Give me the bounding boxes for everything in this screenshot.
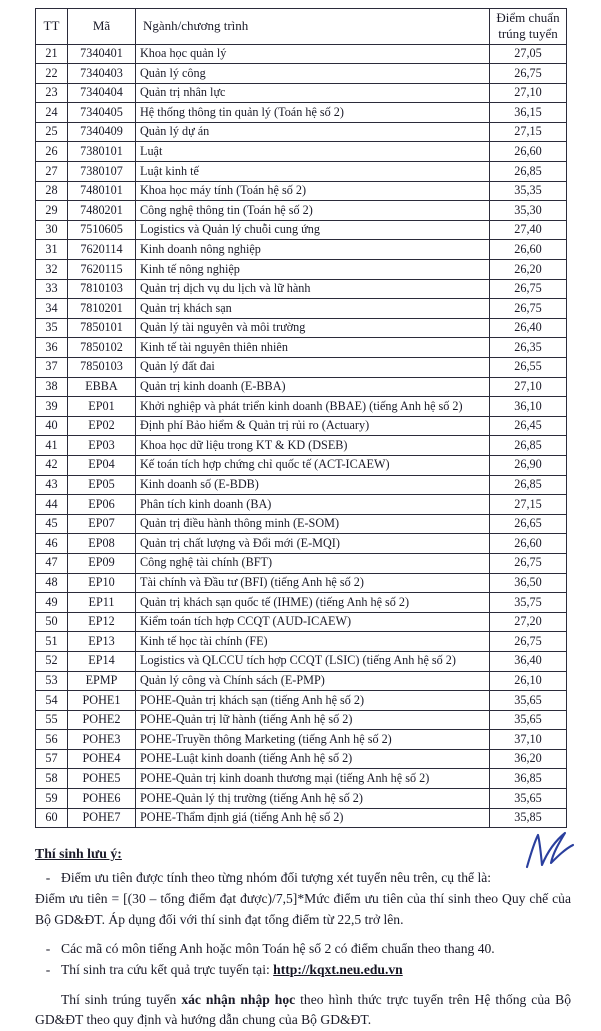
row-index: 44 bbox=[36, 495, 68, 515]
row-program: Kinh doanh số (E-BDB) bbox=[136, 475, 490, 495]
column-header-program: Ngành/chương trình bbox=[136, 9, 490, 45]
row-program: Luật kinh tế bbox=[136, 162, 490, 182]
row-program: POHE-Quản trị kinh doanh thương mại (tiếng Anh hệ số 2) bbox=[136, 769, 490, 789]
row-index: 30 bbox=[36, 220, 68, 240]
row-index: 58 bbox=[36, 769, 68, 789]
note-bullet-3-text: Thí sinh tra cứu kết quả trực tuyến tại: bbox=[61, 961, 274, 977]
notes-spacer-2 bbox=[35, 981, 571, 990]
admission-score-table bbox=[35, 8, 567, 828]
row-code: EP07 bbox=[68, 514, 136, 534]
table-row bbox=[36, 44, 567, 64]
row-program: POHE-Luật kinh doanh (tiếng Anh hệ số 2) bbox=[136, 749, 490, 769]
row-program: Kế toán tích hợp chứng chỉ quốc tế (ACT-ICAEW) bbox=[136, 455, 490, 475]
row-code: 7620114 bbox=[68, 240, 136, 260]
row-code: POHE5 bbox=[68, 769, 136, 789]
row-program: Quản trị điều hành thông minh (E-SOM) bbox=[136, 514, 490, 534]
row-code: POHE1 bbox=[68, 691, 136, 711]
notes-section bbox=[35, 844, 571, 1031]
row-program: Kinh tế tài nguyên thiên nhiên bbox=[136, 338, 490, 358]
row-code: 7850101 bbox=[68, 318, 136, 338]
row-score: 26,75 bbox=[490, 632, 567, 652]
row-index: 55 bbox=[36, 710, 68, 730]
column-header-index: TT bbox=[36, 9, 68, 45]
row-program: Khoa học dữ liệu trong KT & KD (DSEB) bbox=[136, 436, 490, 456]
row-program: Kiểm toán tích hợp CCQT (AUD-ICAEW) bbox=[136, 612, 490, 632]
row-index: 42 bbox=[36, 455, 68, 475]
table-row bbox=[36, 436, 567, 456]
note-bullet-3 bbox=[35, 960, 571, 981]
row-score: 35,75 bbox=[490, 593, 567, 613]
row-program: POHE-Quản trị lữ hành (tiếng Anh hệ số 2) bbox=[136, 710, 490, 730]
row-code: 7850103 bbox=[68, 358, 136, 378]
table-row bbox=[36, 397, 567, 417]
row-code: 7810103 bbox=[68, 279, 136, 299]
row-program: Quản trị khách sạn bbox=[136, 299, 490, 319]
table-row bbox=[36, 710, 567, 730]
row-score: 26,75 bbox=[490, 299, 567, 319]
table-row bbox=[36, 201, 567, 221]
closing-emphasis: xác nhận nhập học bbox=[181, 991, 296, 1007]
bullet-dash-3: - bbox=[45, 961, 51, 977]
row-score: 35,65 bbox=[490, 789, 567, 809]
row-index: 51 bbox=[36, 632, 68, 652]
row-index: 32 bbox=[36, 260, 68, 280]
row-score: 35,35 bbox=[490, 181, 567, 201]
row-score: 36,50 bbox=[490, 573, 567, 593]
table-row bbox=[36, 651, 567, 671]
note-bullet-1-text: Điểm ưu tiên được tính theo từng nhóm đối tượng xét tuyển nêu trên, cụ thể là: bbox=[61, 870, 492, 886]
table-row bbox=[36, 181, 567, 201]
table-row bbox=[36, 691, 567, 711]
row-code: EP06 bbox=[68, 495, 136, 515]
row-code: EPMP bbox=[68, 671, 136, 691]
notes-title: Thí sinh lưu ý: bbox=[35, 846, 122, 862]
row-score: 26,10 bbox=[490, 671, 567, 691]
note-bullet-2 bbox=[35, 939, 571, 960]
table-row bbox=[36, 749, 567, 769]
row-score: 27,15 bbox=[490, 122, 567, 142]
table-row bbox=[36, 455, 567, 475]
row-score: 26,65 bbox=[490, 514, 567, 534]
table-row bbox=[36, 730, 567, 750]
row-score: 26,75 bbox=[490, 279, 567, 299]
row-program: Quản trị chất lượng và Đổi mới (E-MQI) bbox=[136, 534, 490, 554]
row-index: 43 bbox=[36, 475, 68, 495]
row-code: EP08 bbox=[68, 534, 136, 554]
table-row bbox=[36, 260, 567, 280]
note-bullet-1 bbox=[35, 868, 571, 889]
row-index: 39 bbox=[36, 397, 68, 417]
row-index: 53 bbox=[36, 671, 68, 691]
row-program: Quản trị khách sạn quốc tế (IHME) (tiếng Anh hệ số 2) bbox=[136, 593, 490, 613]
row-index: 40 bbox=[36, 416, 68, 436]
row-score: 27,05 bbox=[490, 44, 567, 64]
table-row bbox=[36, 142, 567, 162]
table-row bbox=[36, 769, 567, 789]
row-score: 36,85 bbox=[490, 769, 567, 789]
row-score: 26,75 bbox=[490, 64, 567, 84]
row-program: Luật bbox=[136, 142, 490, 162]
row-code: 7340403 bbox=[68, 64, 136, 84]
row-program: Công nghệ thông tin (Toán hệ số 2) bbox=[136, 201, 490, 221]
row-index: 48 bbox=[36, 573, 68, 593]
row-code: 7340405 bbox=[68, 103, 136, 123]
row-program: POHE-Quản trị khách sạn (tiếng Anh hệ số 2) bbox=[136, 691, 490, 711]
row-index: 45 bbox=[36, 514, 68, 534]
row-code: 7810201 bbox=[68, 299, 136, 319]
row-index: 49 bbox=[36, 593, 68, 613]
row-code: EP14 bbox=[68, 651, 136, 671]
row-code: EP04 bbox=[68, 455, 136, 475]
table-row bbox=[36, 475, 567, 495]
row-index: 59 bbox=[36, 789, 68, 809]
row-code: 7510605 bbox=[68, 220, 136, 240]
row-code: EBBA bbox=[68, 377, 136, 397]
row-program: Khoa học máy tính (Toán hệ số 2) bbox=[136, 181, 490, 201]
row-program: Logistics và Quản lý chuỗi cung ứng bbox=[136, 220, 490, 240]
row-program: Logistics và QLCCU tích hợp CCQT (LSIC) (tiếng Anh hệ số 2) bbox=[136, 651, 490, 671]
row-program: Khoa học quản lý bbox=[136, 44, 490, 64]
row-code: EP12 bbox=[68, 612, 136, 632]
notes-spacer-1 bbox=[35, 930, 571, 939]
result-lookup-link[interactable]: http://kqxt.neu.edu.vn bbox=[273, 961, 403, 977]
row-score: 27,10 bbox=[490, 83, 567, 103]
closing-text-part2: theo hình thức trực tuyến trên Hệ thống của Bộ GD&ĐT theo quy định và hướng dẫn chung của Bộ GD&ĐT. bbox=[35, 991, 571, 1028]
row-code: POHE6 bbox=[68, 789, 136, 809]
row-index: 27 bbox=[36, 162, 68, 182]
row-code: POHE2 bbox=[68, 710, 136, 730]
row-code: EP03 bbox=[68, 436, 136, 456]
note-formula-paragraph: Điểm ưu tiên = [(30 – tổng điểm đạt được)/7,5]*Mức điểm ưu tiên của thí sinh theo Quy chế của Bộ GD&ĐT. Áp dụng đối với thí sinh đạt tổng điểm từ 22,5 trở lên. bbox=[35, 890, 571, 927]
row-score: 26,85 bbox=[490, 162, 567, 182]
closing-text-part1: Thí sinh trúng tuyển bbox=[61, 991, 182, 1007]
row-index: 29 bbox=[36, 201, 68, 221]
table-row bbox=[36, 632, 567, 652]
table-row bbox=[36, 789, 567, 809]
table-row bbox=[36, 573, 567, 593]
row-score: 27,40 bbox=[490, 220, 567, 240]
row-code: EP05 bbox=[68, 475, 136, 495]
row-program: Tài chính và Đầu tư (BFI) (tiếng Anh hệ số 2) bbox=[136, 573, 490, 593]
row-code: 7340404 bbox=[68, 83, 136, 103]
row-program: Công nghệ tài chính (BFT) bbox=[136, 553, 490, 573]
row-code: 7380107 bbox=[68, 162, 136, 182]
closing-paragraph bbox=[35, 990, 571, 1031]
table-row bbox=[36, 338, 567, 358]
row-index: 22 bbox=[36, 64, 68, 84]
row-index: 36 bbox=[36, 338, 68, 358]
row-score: 26,85 bbox=[490, 436, 567, 456]
row-program: Quản lý công bbox=[136, 64, 490, 84]
row-index: 60 bbox=[36, 808, 68, 828]
table-row bbox=[36, 103, 567, 123]
table-row bbox=[36, 808, 567, 828]
row-index: 52 bbox=[36, 651, 68, 671]
row-index: 21 bbox=[36, 44, 68, 64]
row-score: 26,20 bbox=[490, 260, 567, 280]
row-program: Quản trị kinh doanh (E-BBA) bbox=[136, 377, 490, 397]
table-row bbox=[36, 83, 567, 103]
row-program: Hệ thống thông tin quản lý (Toán hệ số 2) bbox=[136, 103, 490, 123]
table-row bbox=[36, 416, 567, 436]
table-row bbox=[36, 514, 567, 534]
row-index: 56 bbox=[36, 730, 68, 750]
row-program: Quản lý tài nguyên và môi trường bbox=[136, 318, 490, 338]
row-score: 26,60 bbox=[490, 240, 567, 260]
row-index: 47 bbox=[36, 553, 68, 573]
column-header-code: Mã bbox=[68, 9, 136, 45]
row-index: 24 bbox=[36, 103, 68, 123]
row-index: 34 bbox=[36, 299, 68, 319]
row-code: EP09 bbox=[68, 553, 136, 573]
row-index: 37 bbox=[36, 358, 68, 378]
table-body bbox=[36, 44, 567, 828]
row-code: POHE4 bbox=[68, 749, 136, 769]
note-bullet-2-text: Các mã có môn tiếng Anh hoặc môn Toán hệ số 2 có điểm chuẩn theo thang 40. bbox=[61, 941, 495, 957]
row-program: POHE-Quản lý thị trường (tiếng Anh hệ số 2) bbox=[136, 789, 490, 809]
row-code: POHE3 bbox=[68, 730, 136, 750]
row-program: Quản lý đất đai bbox=[136, 358, 490, 378]
table-row bbox=[36, 240, 567, 260]
row-score: 26,35 bbox=[490, 338, 567, 358]
table-row bbox=[36, 220, 567, 240]
table-row bbox=[36, 593, 567, 613]
table-row bbox=[36, 671, 567, 691]
table-row bbox=[36, 318, 567, 338]
row-score: 26,90 bbox=[490, 455, 567, 475]
bullet-dash-2: - bbox=[45, 941, 51, 957]
row-code: EP02 bbox=[68, 416, 136, 436]
row-code: 7380101 bbox=[68, 142, 136, 162]
row-index: 33 bbox=[36, 279, 68, 299]
row-score: 26,60 bbox=[490, 142, 567, 162]
row-index: 23 bbox=[36, 83, 68, 103]
row-code: 7480101 bbox=[68, 181, 136, 201]
row-code: EP10 bbox=[68, 573, 136, 593]
row-score: 35,65 bbox=[490, 691, 567, 711]
table-row bbox=[36, 358, 567, 378]
row-score: 36,40 bbox=[490, 651, 567, 671]
row-program: Kinh doanh nông nghiệp bbox=[136, 240, 490, 260]
row-index: 57 bbox=[36, 749, 68, 769]
row-score: 26,55 bbox=[490, 358, 567, 378]
row-score: 26,45 bbox=[490, 416, 567, 436]
row-code: EP13 bbox=[68, 632, 136, 652]
row-score: 26,85 bbox=[490, 475, 567, 495]
table-row bbox=[36, 64, 567, 84]
table-row bbox=[36, 534, 567, 554]
table-row bbox=[36, 162, 567, 182]
row-code: 7850102 bbox=[68, 338, 136, 358]
row-score: 35,30 bbox=[490, 201, 567, 221]
row-index: 41 bbox=[36, 436, 68, 456]
row-program: Kinh tế nông nghiệp bbox=[136, 260, 490, 280]
row-score: 26,75 bbox=[490, 553, 567, 573]
row-index: 46 bbox=[36, 534, 68, 554]
row-code: 7340409 bbox=[68, 122, 136, 142]
row-code: 7340401 bbox=[68, 44, 136, 64]
row-score: 36,15 bbox=[490, 103, 567, 123]
row-index: 26 bbox=[36, 142, 68, 162]
row-code: EP11 bbox=[68, 593, 136, 613]
bullet-dash-1: - bbox=[45, 870, 51, 886]
row-index: 54 bbox=[36, 691, 68, 711]
row-code: 7620115 bbox=[68, 260, 136, 280]
row-score: 36,20 bbox=[490, 749, 567, 769]
table-row bbox=[36, 553, 567, 573]
row-index: 50 bbox=[36, 612, 68, 632]
table-header bbox=[36, 9, 567, 45]
table-row bbox=[36, 612, 567, 632]
row-index: 31 bbox=[36, 240, 68, 260]
column-header-score: Điểm chuẩn trúng tuyển bbox=[490, 9, 567, 45]
row-score: 26,40 bbox=[490, 318, 567, 338]
row-score: 37,10 bbox=[490, 730, 567, 750]
table-row bbox=[36, 495, 567, 515]
row-score: 36,10 bbox=[490, 397, 567, 417]
row-index: 28 bbox=[36, 181, 68, 201]
row-code: EP01 bbox=[68, 397, 136, 417]
table-header-row bbox=[36, 9, 567, 45]
row-program: Kinh tế học tài chính (FE) bbox=[136, 632, 490, 652]
table-row bbox=[36, 122, 567, 142]
row-score: 27,20 bbox=[490, 612, 567, 632]
row-program: Quản trị nhân lực bbox=[136, 83, 490, 103]
row-code: POHE7 bbox=[68, 808, 136, 828]
row-program: POHE-Thẩm định giá (tiếng Anh hệ số 2) bbox=[136, 808, 490, 828]
row-program: POHE-Truyền thông Marketing (tiếng Anh hệ số 2) bbox=[136, 730, 490, 750]
row-code: 7480201 bbox=[68, 201, 136, 221]
row-program: Quản trị dịch vụ du lịch và lữ hành bbox=[136, 279, 490, 299]
row-index: 25 bbox=[36, 122, 68, 142]
row-score: 27,15 bbox=[490, 495, 567, 515]
row-index: 35 bbox=[36, 318, 68, 338]
row-score: 35,65 bbox=[490, 710, 567, 730]
table-row bbox=[36, 377, 567, 397]
row-score: 26,60 bbox=[490, 534, 567, 554]
row-score: 27,10 bbox=[490, 377, 567, 397]
row-program: Định phí Bảo hiểm & Quản trị rủi ro (Actuary) bbox=[136, 416, 490, 436]
row-program: Quản lý công và Chính sách (E-PMP) bbox=[136, 671, 490, 691]
table-row bbox=[36, 299, 567, 319]
row-program: Phân tích kinh doanh (BA) bbox=[136, 495, 490, 515]
row-index: 38 bbox=[36, 377, 68, 397]
row-program: Khởi nghiệp và phát triển kinh doanh (BBAE) (tiếng Anh hệ số 2) bbox=[136, 397, 490, 417]
row-score: 35,85 bbox=[490, 808, 567, 828]
table-row bbox=[36, 279, 567, 299]
row-program: Quản lý dự án bbox=[136, 122, 490, 142]
